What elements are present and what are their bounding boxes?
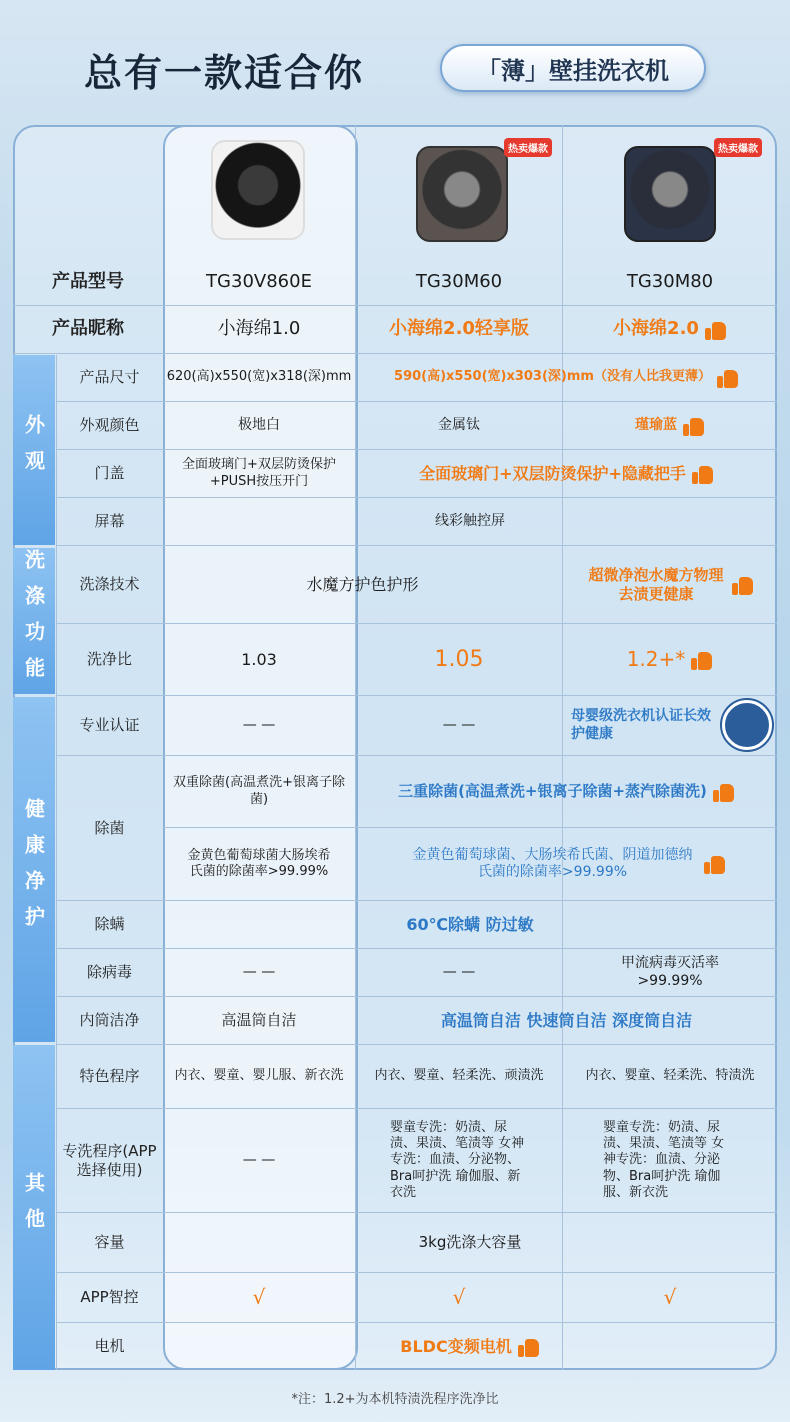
label-app: APP智控	[56, 1273, 163, 1323]
label-app-program: 专洗程序(APP选择使用)	[56, 1109, 163, 1213]
color-1: 极地白	[163, 402, 355, 450]
ratio-3: 1.2+*	[563, 624, 777, 696]
thumbs-up-icon	[732, 574, 754, 596]
thumbs-up-icon	[717, 367, 739, 389]
washer-titanium-image	[416, 146, 508, 242]
model-1: TG30V860E	[163, 260, 355, 306]
product-pill: 「薄」壁挂洗衣机	[440, 44, 706, 92]
drum-23: 高温筒自洁 快速筒自洁 深度筒自洁	[356, 997, 777, 1045]
door-1: 全面玻璃门+双层防烫保护+PUSH按压开门	[163, 450, 355, 498]
thumbs-up-icon	[518, 1336, 540, 1358]
ratio-1: 1.03	[163, 624, 355, 696]
special-3: 内衣、婴童、轻柔洗、特渍洗	[563, 1045, 777, 1109]
drum-1: 高温筒自洁	[163, 997, 355, 1045]
label-screen: 屏幕	[56, 498, 163, 546]
label-ratio: 洗净比	[56, 624, 163, 696]
thumbs-up-icon	[691, 649, 713, 671]
label-size: 产品尺寸	[56, 354, 163, 402]
nick-2: 小海绵2.0轻享版	[356, 306, 562, 354]
size-1: 620(高)x550(宽)x318(深)mm	[163, 354, 355, 402]
label-capacity: 容量	[56, 1213, 163, 1273]
label-color: 外观颜色	[56, 402, 163, 450]
color-2: 金属钛	[356, 402, 562, 450]
category-health: 健康净护	[13, 697, 55, 1042]
washtech-3: 超微净泡水魔方物理去渍更健康	[563, 546, 777, 624]
category-washing: 洗涤功能	[13, 548, 55, 694]
page-title: 总有一款适合你	[84, 51, 365, 95]
nick-3: 小海绵2.0	[563, 306, 777, 354]
virus-3: 甲流病毒灭活率>99.99%	[563, 949, 777, 997]
capacity-all: 3kg洗涤大容量	[163, 1213, 777, 1273]
thumbs-up-icon	[692, 463, 714, 485]
ratio-2: 1.05	[356, 624, 562, 696]
virus-1: — —	[163, 949, 355, 997]
category-appearance: 外观	[13, 355, 55, 545]
label-steril: 除菌	[56, 756, 163, 901]
footnote: *注：1.2+为本机特渍洗程序洗净比	[291, 1392, 499, 1407]
washer-white-image	[211, 140, 305, 240]
label-cert: 专业认证	[56, 696, 163, 756]
app-program-3: 婴童专洗：奶渍、尿渍、果渍、笔渍等 女神专洗：血渍、分泌物、Bra呵护洗 瑜伽服、新衣洗	[563, 1109, 777, 1213]
label-washtech: 洗涤技术	[56, 546, 163, 624]
mite-all: 60℃除螨 防过敏	[163, 901, 777, 949]
model-3: TG30M80	[563, 260, 777, 306]
door-23: 全面玻璃门+双层防烫保护+隐藏把手	[356, 450, 777, 498]
virus-2: — —	[356, 949, 562, 997]
size-23: 590(高)x550(宽)x303(深)mm（没有人比我更薄）	[356, 354, 777, 402]
thumbs-up-icon	[705, 319, 727, 341]
steril-23a: 三重除菌(高温煮洗+银离子除菌+蒸汽除菌洗)	[356, 756, 777, 828]
label-mite: 除螨	[56, 901, 163, 949]
label-model: 产品型号	[13, 260, 163, 306]
thumbs-up-icon	[704, 853, 726, 875]
cert-1: — —	[163, 696, 355, 756]
app-program-1: — —	[163, 1109, 355, 1213]
label-special: 特色程序	[56, 1045, 163, 1109]
screen-all: 线彩触控屏	[163, 498, 777, 546]
certification-seal-icon	[722, 700, 772, 750]
nick-1: 小海绵1.0	[163, 306, 355, 354]
label-drum: 内筒洁净	[56, 997, 163, 1045]
model-2: TG30M60	[356, 260, 562, 306]
steril-1a: 双重除菌(高温煮洗+银离子除菌)	[163, 756, 355, 828]
thumbs-up-icon	[713, 781, 735, 803]
cert-3: 母婴级洗衣机认证长效护健康	[563, 696, 723, 756]
steril-1b: 金黄色葡萄球菌大肠埃希氏菌的除菌率>99.99%	[163, 828, 355, 901]
steril-23b: 金黄色葡萄球菌、大肠埃希氏菌、阴道加德纳氏菌的除菌率>99.99%	[356, 828, 777, 901]
special-1: 内衣、婴童、婴儿服、新衣洗	[163, 1045, 355, 1109]
cert-2: — —	[356, 696, 562, 756]
app-check-1: √	[163, 1273, 355, 1323]
hot-badge: 热卖爆款	[504, 138, 552, 157]
label-motor: 电机	[94, 1337, 125, 1356]
washer-blue-image	[624, 146, 716, 242]
thumbs-up-icon	[683, 415, 705, 437]
app-program-2: 婴童专洗：奶渍、尿渍、果渍、笔渍等 女神专洗：血渍、分泌物、Bra呵护洗 瑜伽服、新衣洗	[356, 1109, 562, 1213]
color-3: 瑾瑜蓝	[563, 402, 777, 450]
app-check-2: √	[356, 1273, 562, 1323]
app-check-3: √	[563, 1273, 777, 1323]
category-other: 其他	[13, 1045, 55, 1370]
label-virus: 除病毒	[56, 949, 163, 997]
motor-all: BLDC变频电机	[163, 1323, 777, 1370]
label-door: 门盖	[56, 450, 163, 498]
special-2: 内衣、婴童、轻柔洗、顽渍洗	[356, 1045, 562, 1109]
label-nick: 产品昵称	[13, 306, 163, 354]
washtech-12: 水魔方护色护形	[163, 546, 562, 624]
hot-badge: 热卖爆款	[714, 138, 762, 157]
